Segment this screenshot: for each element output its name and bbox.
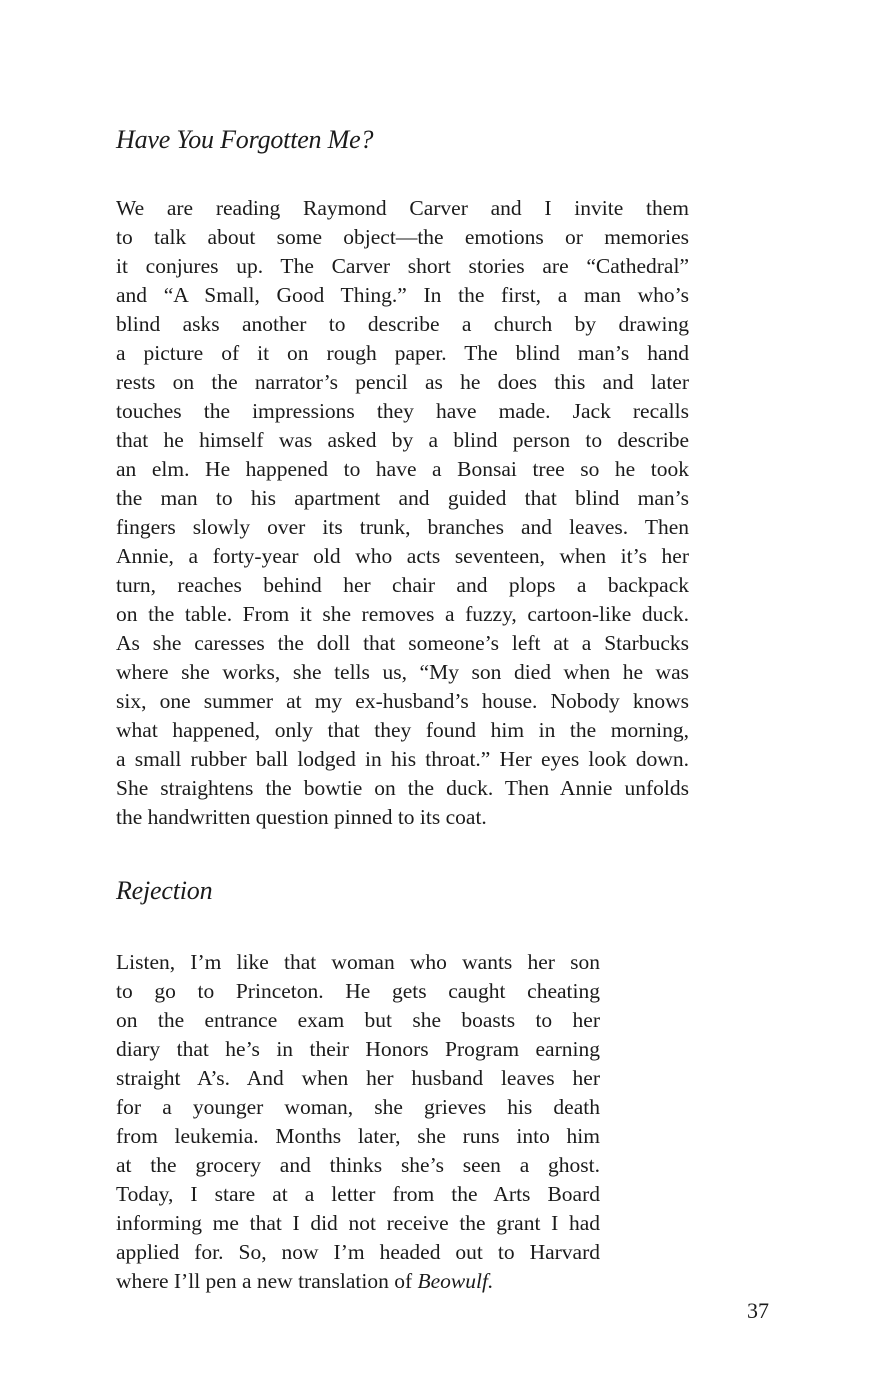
poem-line: on the table. From it she removes a fuzzy, cartoon-like duck.	[116, 602, 689, 626]
poem-line: a picture of it on rough paper. The blind man’s hand	[116, 341, 689, 365]
book-title: Beowulf.	[417, 1269, 494, 1293]
poem-final-line	[116, 1267, 600, 1296]
poem-line: on the entrance exam but she boasts to her	[116, 1008, 600, 1032]
final-line-text: where I’ll pen a new translation of	[116, 1269, 418, 1293]
poem-line: to go to Princeton. He gets caught cheating	[116, 979, 600, 1003]
poem-line: for a younger woman, she grieves his death	[116, 1095, 600, 1119]
poem-line: the man to his apartment and guided that blind man’s	[116, 486, 689, 510]
poem-line: fingers slowly over its trunk, branches and leaves. Then	[116, 515, 689, 539]
poem-line: to talk about some object—the emotions or memories	[116, 225, 689, 249]
poem-line: a small rubber ball lodged in his throat.” Her eyes look down.	[116, 747, 689, 771]
poem-title: Rejection	[116, 876, 213, 905]
poem-line: Annie, a forty-year old who acts seventeen, when it’s her	[116, 544, 689, 568]
poem-line: We are reading Raymond Carver and I invite them	[116, 196, 689, 220]
poem-title: Have You Forgotten Me?	[116, 125, 374, 154]
poem-rejection	[116, 875, 600, 1296]
poem-line: straight A’s. And when her husband leaves her	[116, 1066, 600, 1090]
page-number: 37	[747, 1298, 769, 1323]
poem-have-you-forgotten-me	[116, 124, 689, 832]
poem-line: at the grocery and thinks she’s seen a ghost.	[116, 1153, 600, 1177]
poem-line: that he himself was asked by a blind person to describe	[116, 428, 689, 452]
poem-line: an elm. He happened to have a Bonsai tree so he took	[116, 457, 689, 481]
poem-line: Listen, I’m like that woman who wants her son	[116, 950, 600, 974]
poem-line: applied for. So, now I’m headed out to Harvard	[116, 1240, 600, 1264]
poem-line: it conjures up. The Carver short stories are “Cathedral”	[116, 254, 689, 278]
poem-line: diary that he’s in their Honors Program earning	[116, 1037, 600, 1061]
poem-line: turn, reaches behind her chair and plops a backpack	[116, 573, 689, 597]
poem-line: what happened, only that they found him in the morning,	[116, 718, 689, 742]
poem-line: Today, I stare at a letter from the Arts Board	[116, 1182, 600, 1206]
poem-line: rests on the narrator’s pencil as he does this and later	[116, 370, 689, 394]
poem-body	[116, 194, 689, 832]
poem-body	[116, 948, 600, 1296]
poem-line: informing me that I did not receive the grant I had	[116, 1211, 600, 1235]
poem-line: As she caresses the doll that someone’s left at a Starbucks	[116, 631, 689, 655]
poem-line: and “A Small, Good Thing.” In the first, a man who’s	[116, 283, 689, 307]
poem-line: She straightens the bowtie on the duck. Then Annie unfolds	[116, 776, 689, 800]
poem-line: from leukemia. Months later, she runs into him	[116, 1124, 600, 1148]
poem-line: six, one summer at my ex-husband’s house. Nobody knows	[116, 689, 689, 713]
poem-line: the handwritten question pinned to its coat.	[116, 805, 487, 829]
poem-line: where she works, she tells us, “My son died when he was	[116, 660, 689, 684]
poem-line: blind asks another to describe a church by drawing	[116, 312, 689, 336]
poem-line: touches the impressions they have made. Jack recalls	[116, 399, 689, 423]
